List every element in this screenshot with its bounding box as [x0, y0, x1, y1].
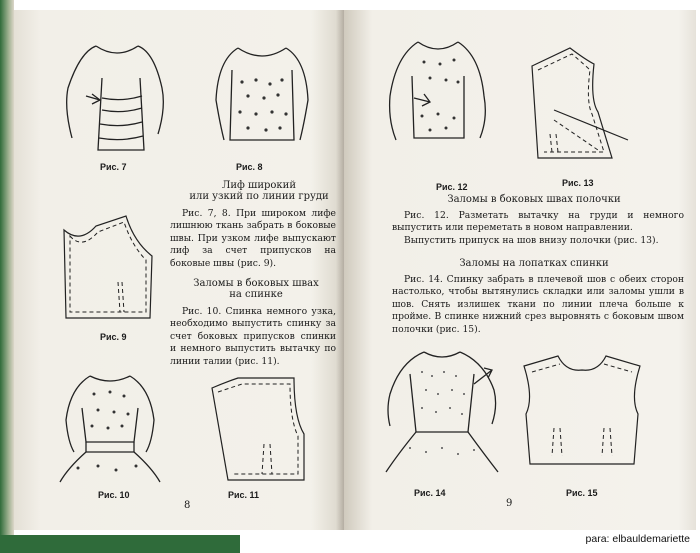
heading-wide-or-narrow-bodice — [184, 180, 334, 202]
figure-9-label: Рис. 9 — [100, 332, 127, 342]
figure-7-bodice-drawing — [62, 38, 172, 160]
heading-line-1: Лиф широкий — [222, 180, 296, 191]
figure-10-dress-back-drawing — [54, 368, 166, 490]
page-number: 8 — [184, 500, 191, 511]
figure-8-label: Рис. 8 — [236, 162, 263, 172]
figure-15-pattern-drawing — [520, 352, 646, 480]
heading-shoulder-blades-back: Заломы на лопатках спинки — [459, 258, 609, 269]
background-cover — [0, 535, 240, 553]
paragraph-1: Рис. 7, 8. При широком лифе лишнюю ткань забрать в боковые швы. При узком лифе выпускают лиф за счет припусков на боковые швы (рис. 9). — [170, 208, 336, 269]
heading-line-2: на спинке — [229, 289, 283, 300]
left-page — [14, 10, 344, 530]
credit-caption: para: elbauldemariette — [585, 533, 690, 545]
figure-11-label: Рис. 11 — [228, 490, 260, 500]
figure-14-dress-back-drawing — [380, 344, 508, 482]
heading-side-seams-back — [176, 278, 336, 300]
figure-7-label: Рис. 7 — [100, 162, 127, 172]
figure-8-bodice-drawing — [210, 40, 315, 162]
paragraph-2: Рис. 14. Спинку забрать в плечевой шов с обеих сторон настолько, чтобы вытянулись складки или заломы ушли в шов. Снять излишек ткани по линии плеча больше к пройме. В спинке нижний срез выровнять с боковым швом полочки (рис. 15). — [392, 274, 684, 335]
figure-15-label: Рис. 15 — [566, 488, 598, 498]
figure-14-label: Рис. 14 — [414, 488, 446, 498]
figure-11-pattern-drawing — [206, 374, 310, 490]
figure-12-label: Рис. 12 — [436, 182, 468, 192]
heading-side-seams-front: Заломы в боковых швах полочки — [447, 194, 621, 205]
figure-13-label: Рис. 13 — [562, 178, 594, 188]
figure-10-label: Рис. 10 — [98, 490, 130, 500]
right-page — [344, 10, 696, 530]
book-edge — [0, 0, 14, 553]
paragraph-1: Рис. 12. Разметать вытачку на груди и немного выпустить или переметать в новом направлении. Выпустить припуск на шов внизу полочки (рис. 13). — [392, 210, 684, 246]
heading-line-1: Заломы в боковых швах — [193, 278, 319, 289]
figure-9-pattern-drawing — [60, 206, 160, 328]
heading-line-2: или узкий по линии груди — [189, 191, 329, 202]
page-number: 9 — [506, 498, 513, 509]
figure-13-pattern-drawing — [528, 40, 644, 176]
figure-12-bodice-drawing — [384, 36, 494, 168]
paragraph-2: Рис. 10. Спинка немного узка, необходимо выпустить спинку за счет боковых припусков спинки и немного выпустить вытачку по линии талии (рис. 11). — [170, 306, 336, 367]
